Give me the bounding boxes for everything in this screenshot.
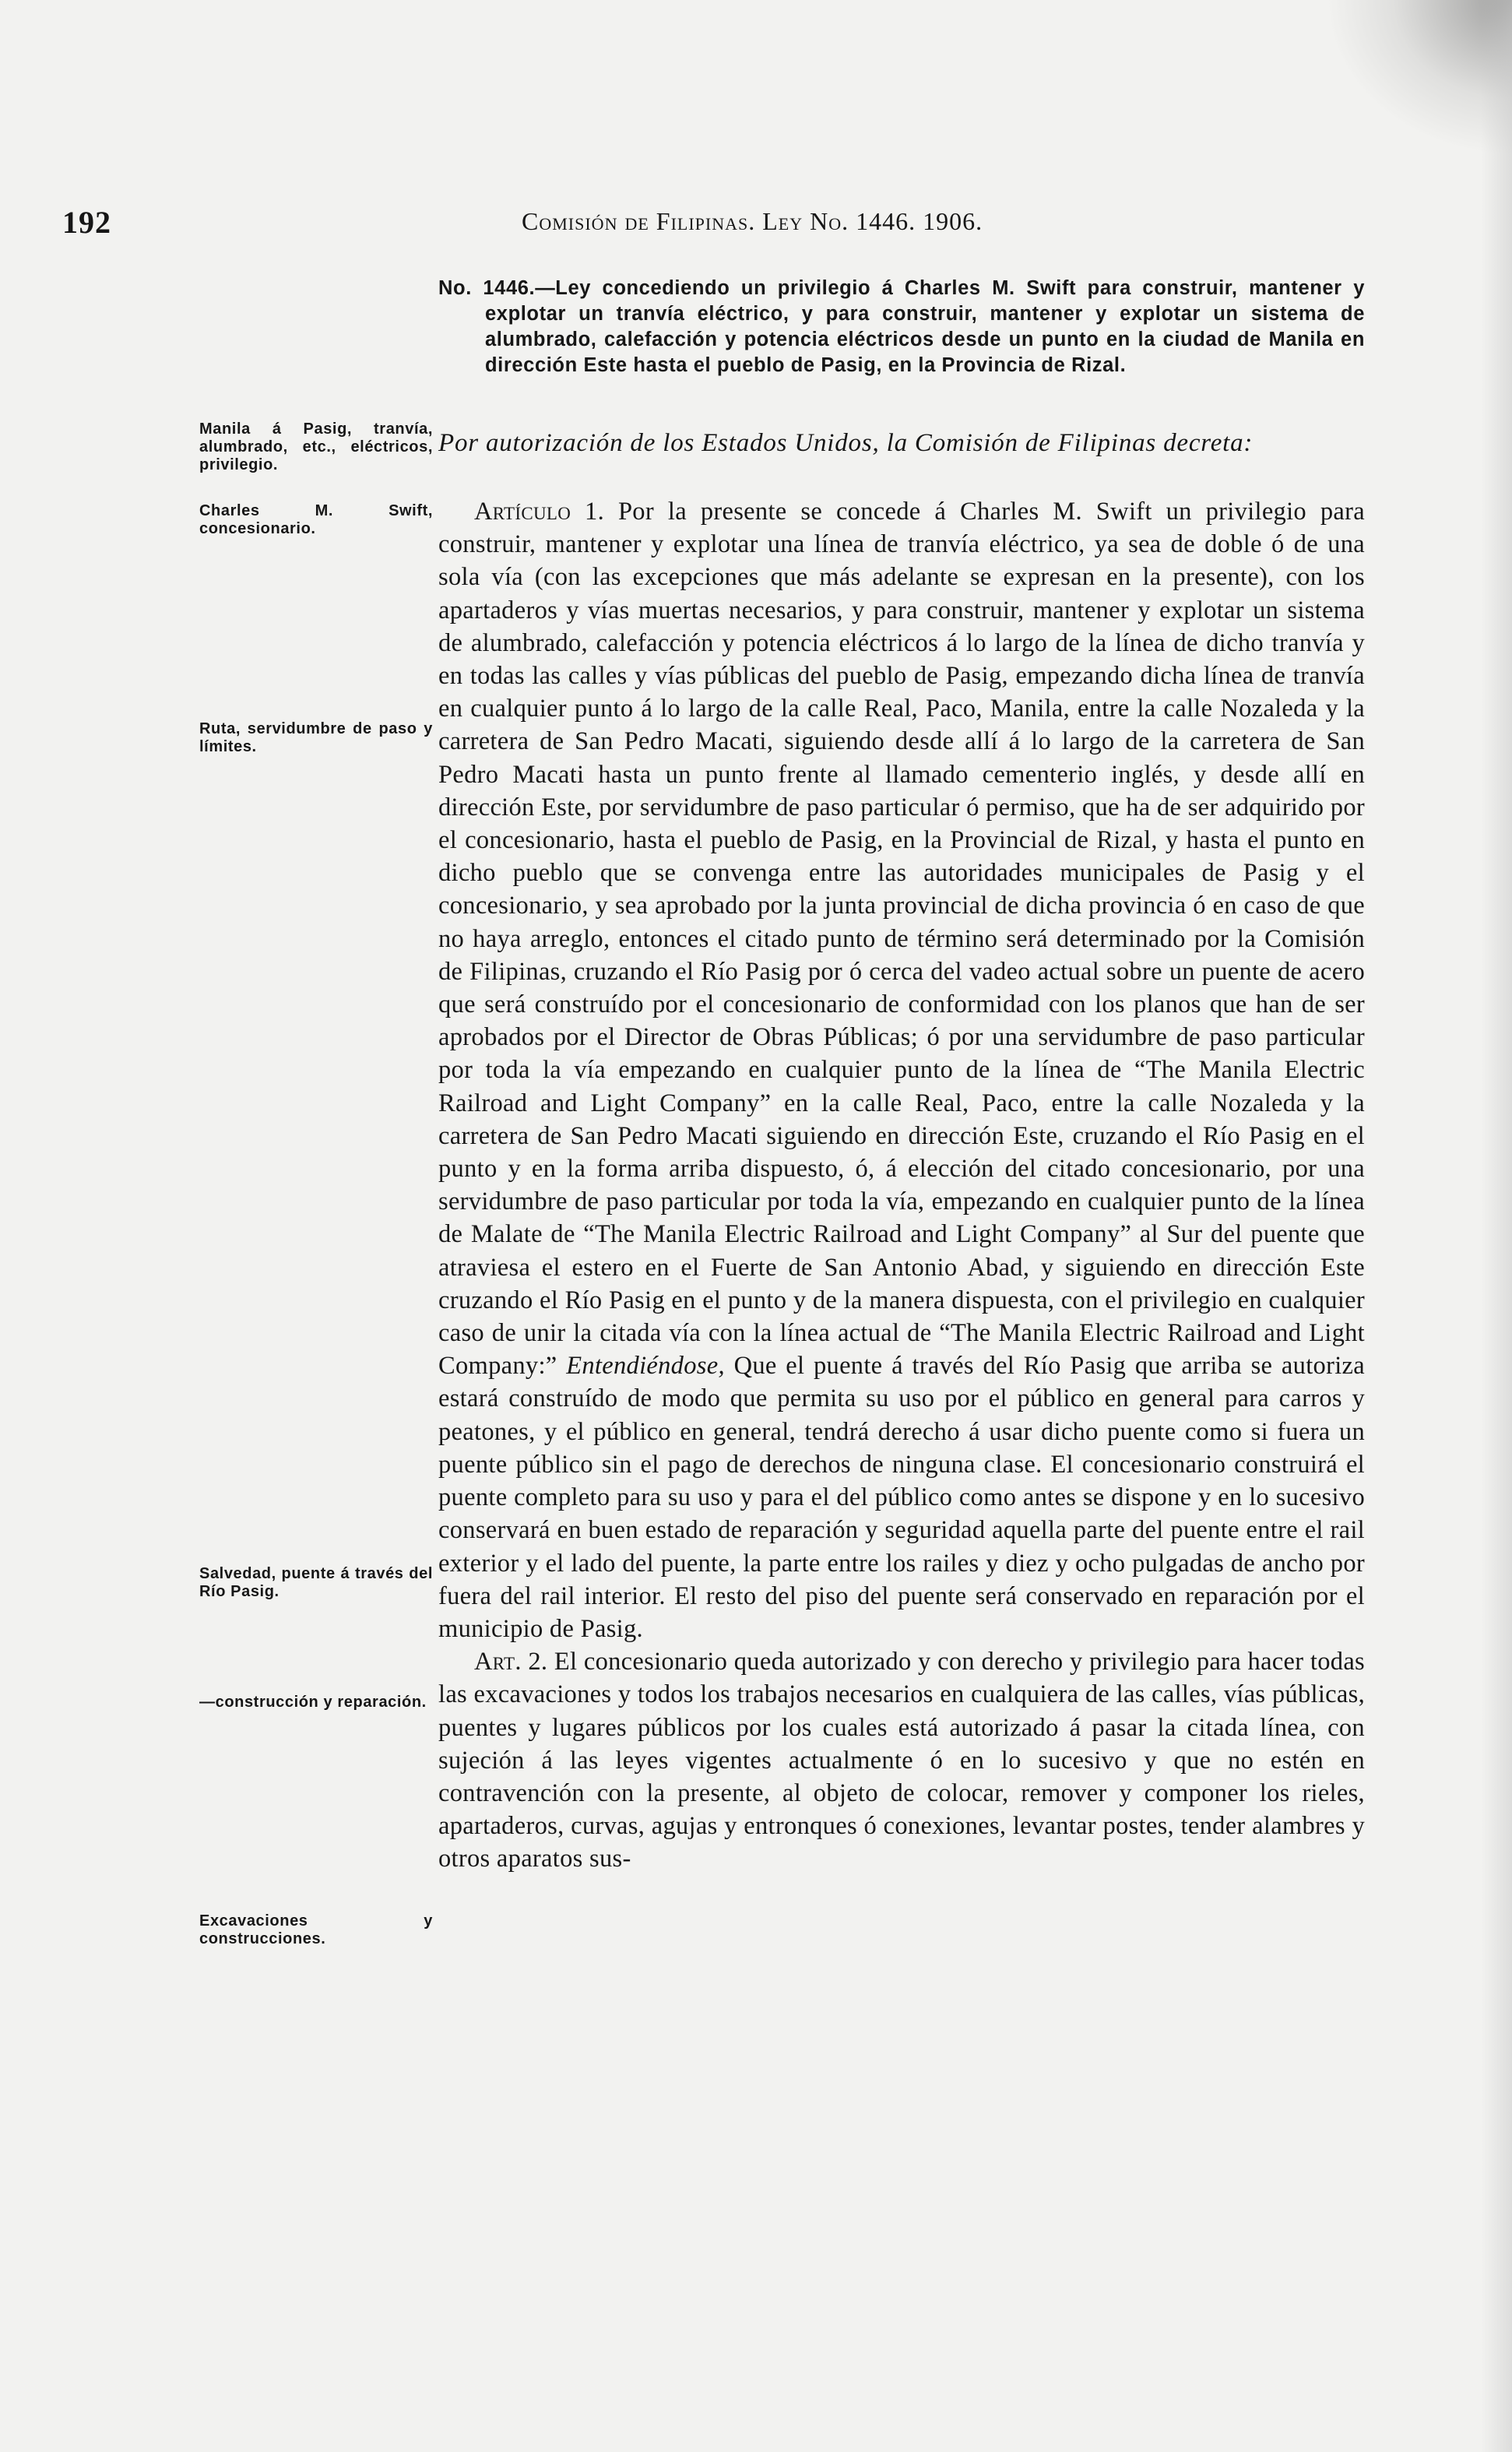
article-1-text-b: Que el puente á través del Río Pasig que arriba se autoriza estará construído de modo que permita su uso por el público en general para carros y peatones, y el público en general, tendrá derecho á usar dicho puente como si fuera un puente público sin el pago de derechos de ninguna clase. El concesionario construirá el puente completo para su uso y para el del público como antes se dispone y en lo sucesivo conservará en buen estado de reparación y seguridad aquella parte del puente entre el rail exterior y el lado del puente, la parte entre los railes y diez y ocho pulgadas de ancho por fuera del rail interior. El resto del piso del puente será conservado en reparación por el municipio de Pasig. — [438, 1352, 1365, 1643]
law-body — [438, 495, 1365, 1876]
page-edge-shadow — [1481, 0, 1512, 2452]
law-heading-text: No. 1446.—Ley concediendo un privilegio á Charles M. Swift para construir, mantener y explotar un tranvía eléctrico, y para construir, mantener y explotar un sistema de alumbrado, calefacción y potencia eléctricos desde un punto en la ciudad de Manila en dirección Este hasta el pueblo de Pasig, en la Provincia de Rizal. — [438, 277, 1365, 376]
margin-note-route: Ruta, servidumbre de paso y límites. — [199, 720, 433, 755]
page-number: 192 — [62, 205, 111, 240]
article-2 — [438, 1645, 1365, 1875]
article-2-label: Art. 2. — [474, 1648, 548, 1676]
running-head: Comisión de Filipinas. Ley No. 1446. 1906. — [522, 207, 983, 235]
article-1 — [438, 495, 1365, 1645]
margin-note-subject: Manila á Pasig, tranvía, alumbrado, etc., eléctricos, privilegio. — [199, 420, 433, 473]
margin-note-excavations: Excavaciones y construcciones. — [199, 1912, 433, 1947]
margin-note-grantee: Charles M. Swift, concesionario. — [199, 502, 433, 537]
page-header — [62, 204, 1261, 251]
article-1-label: Artículo 1. — [474, 498, 605, 526]
enacting-clause: Por autorización de los Estados Unidos, la Comisión de Filipinas decreta: — [438, 429, 1254, 457]
article-1-text-a: Por la presente se concede á Charles M. Swift un privilegio para construir, mantener y explotar una línea de tranvía eléctrico, ya sea de doble ó de una sola vía (con las excepciones que más adelante se expresan en la presente), con los apartaderos y vías muertas necesarios, y para construir, mantener y explotar un sistema de alumbrado, calefacción y potencia eléctricos á lo largo de la línea de dicho tranvía y en todas las calles y vías públicas del pueblo de Pasig, empezando dicha línea de tranvía en cualquier punto á lo largo de la calle Real, Paco, Manila, entre la calle Nozaleda y la carretera de San Pedro Macati, siguiendo desde allí á lo largo de la carretera de San Pedro Macati hasta un punto frente al llamado cementerio inglés, y desde allí en dirección Este, por servidumbre de paso particular ó permiso, que ha de ser adquirido por el concesionario, hasta el pueblo de Pasig, en la Provincial de Rizal, y hasta el punto en dicho pueblo que se convenga entre las autoridades municipales de Pasig y el concesionario, y sea aprobado por la junta provincial de dicha provincia ó en caso de que no haya arreglo, entonces el citado punto de término será determinado por la Comisión de Filipinas, cruzando el Río Pasig por ó cerca del vadeo actual sobre un puente de acero que será construído por el concesionario de conformidad con los planos que han de ser aprobados por el Director de Obras Públicas; ó por una servidumbre de paso particular por toda la vía empezando en cualquier punto de la línea de “The Manila Electric Railroad and Light Company” en la calle Real, Paco, entre la calle Nozaleda y la carretera de San Pedro Macati siguiendo en dirección Este, cruzando el Río Pasig en el punto y en la forma arriba dispuesto, ó, á elección del citado concesionario, por una servidumbre de paso particular por toda la vía, empezando en cualquier punto de la línea de Malate de “The Manila Electric Railroad and Light Company” al Sur del puente que atraviesa el estero en el Fuerte de San Antonio Abad, y siguiendo en dirección Este cruzando el Río Pasig en el punto y de la manera dispuesta, con el privilegio en cualquier caso de unir la citada vía con la línea actual de “The Manila Electric Railroad and Light Company:” — [438, 498, 1365, 1381]
law-heading — [438, 276, 1365, 378]
article-1-proviso: Entendiéndose, — [566, 1352, 725, 1381]
article-2-text: El concesionario queda autorizado y con derecho y privilegio para hacer todas las excavaciones y todos los trabajos necesarios en cualquiera de las calles, vías públicas, puentes y lugares públicos por los cuales está autorizado á pasar la citada línea, con sujeción á las leyes vigentes actualmente ó en lo sucesivo y que no estén en contravención con la presente, al objeto de colocar, remover y componer los rieles, apartaderos, curvas, agujas y entronques ó conexiones, levantar postes, tender alambres y otros aparatos sus- — [438, 1648, 1365, 1873]
margin-note-bridge-repair: —construcción y reparación. — [199, 1694, 427, 1711]
margin-note-bridge-proviso: Salvedad, puente á través del Río Pasig. — [199, 1565, 433, 1600]
